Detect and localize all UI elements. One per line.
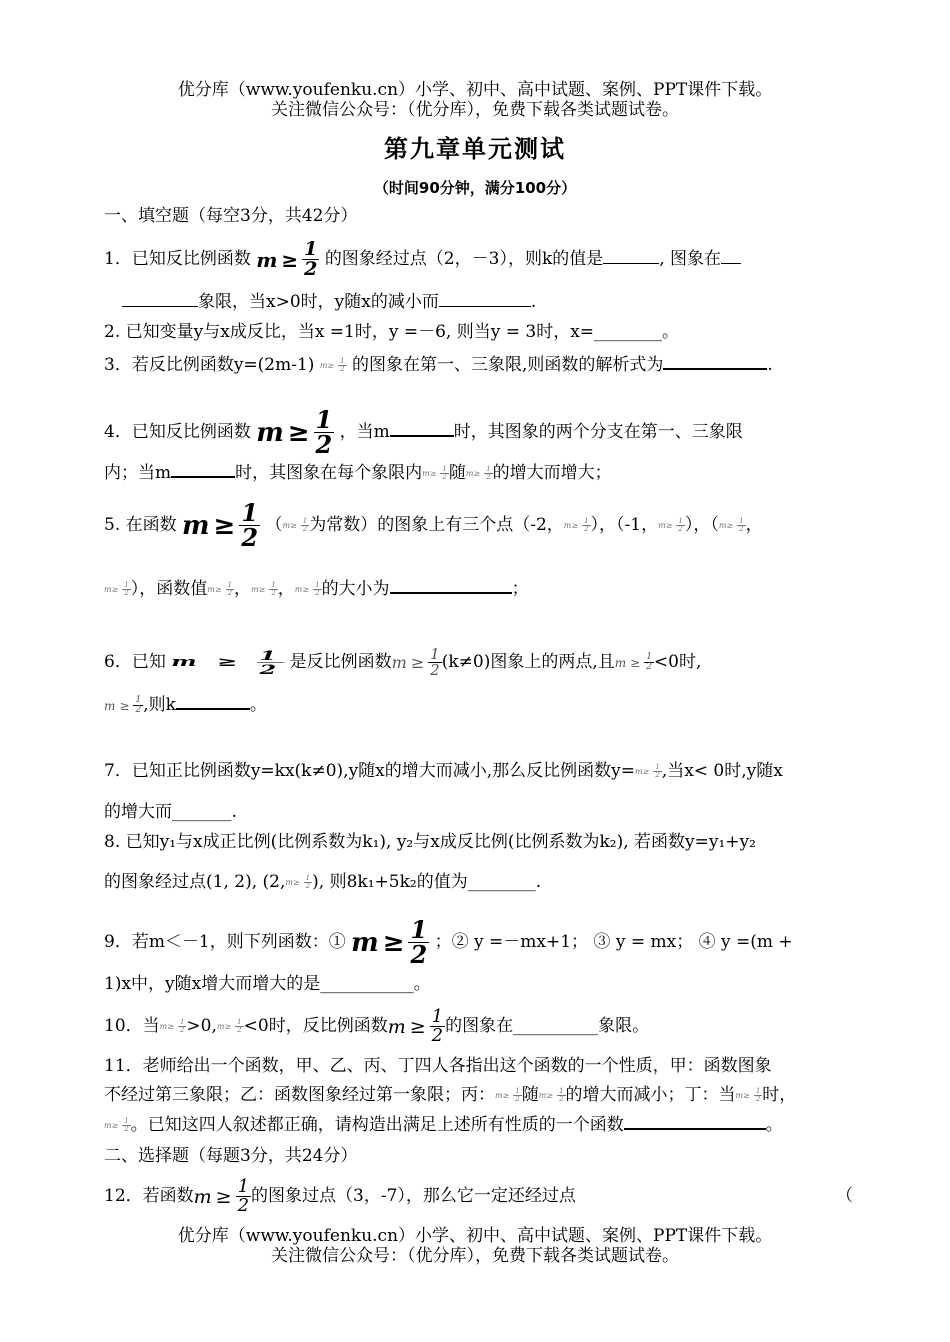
formula-image: m ≥ $\frac{1}{2}$ [182,498,259,552]
answer-blank[interactable] [390,419,454,437]
formula-image: m≥ $\frac{1}{2}$ [159,1018,185,1034]
answer-paren: （ [836,1186,853,1206]
question-3: 3．若反比例函数y=(2m-1) m≥ $\frac{1}{2}$ 的图象在第一、三象限,则函数的解析式为 . [0,350,950,381]
formula-image: m≥ $\frac{1}{2}$ [538,1087,564,1103]
footer-line-1: 优分库（www.youfenku.cn）小学、初中、高中试题、案例、PPT课件下载。 [177,1226,773,1246]
answer-blank[interactable] [663,352,767,370]
question-12: 12．若函数 m ≥ $\frac{1}{2}$ 的图象过点（3，-7），那么它一定还经过点 [104,1176,576,1216]
question-1-line-2: 象限，当x>0时，y随x的减小而 . [0,290,950,314]
question-7-line-1: 7．已知正比例函数y=kx(k≠0),y随x的增大而减小,那么反比例函数y= m≥ $\frac{1}{2}$ ,当x< 0时,y随x [0,756,950,787]
formula-image: m ≥ $\frac{1}{2}$ [614,652,652,672]
question-9-line-1: 9．若m＜－1，则下列函数：① m ≥ $\frac{1}{2}$ ；② y =－mx+1； ③ y = mx； ④ y =(m + [104,915,793,969]
formula-image: m≥ $\frac{1}{2}$ [207,581,233,597]
header-line-1: 优分库（www.youfenku.cn）小学、初中、高中试题、案例、PPT课件下载。 [177,80,773,100]
question-8-line-2: 的图象经过点(1, 2), (2, m≥ $\frac{1}{2}$ ), 则8k₁+5k₂的值为________. [0,868,950,897]
formula-image: m≥ $\frac{1}{2}$ [104,581,129,597]
question-9-line-2: 1)x中，y随x增大而增大的是___________。 [104,974,431,994]
answer-blank[interactable] [390,576,512,594]
formula-image: m≥ $\frac{1}{2}$ [285,874,311,890]
formula-image: m≥ $\frac{1}{2}$ [563,517,589,533]
formula-image: m≥ $\frac{1}{2}$ [251,581,276,597]
question-11-line-3: m≥ $\frac{1}{2}$ 。已知这四人叙述都正确，请构造出满足上述所有性质的一个函数 。 [0,1110,950,1141]
formula-image: m ≥ $\frac{1}{2}$ [104,695,142,715]
formula-image: m≥ $\frac{1}{2}$ [319,357,345,373]
answer-blank[interactable] [439,290,531,307]
formula-image: m ≥ $\frac{1}{2}$ [256,405,333,459]
question-5-line-1: 5. 在函数 m ≥ $\frac{1}{2}$ （ m≥ $\frac{1}{2}$ 为常数）的图象上有三个点（-2， m≥ $\frac{1}{2}$ ），（-1， m≥ $\frac{1}{2}$ ），（ m≥ $\frac{1}{2}$ ， [104,498,763,552]
question-2: 2. 已知变量y与x成反比，当x =1时，y =－6, 则当y = 3时，x=________。 [104,322,680,342]
formula-image: m ≥ $\frac{1}{2}$ [351,915,428,969]
formula-image: m≥ $\frac{1}{2}$ [294,581,320,597]
page-title: 第九章单元测试 [384,135,566,163]
formula-image: m≥ $\frac{1}{2}$ [635,763,660,779]
question-5-line-2: m≥ $\frac{1}{2}$ ），函数值 m≥ $\frac{1}{2}$ ， m≥ $\frac{1}{2}$ ， m≥ $\frac{1}{2}$ 的大小为 ； [0,574,950,605]
formula-image: m ≥ $\frac{1}{2}$ [256,238,318,280]
question-4-line-2: 内；当m 时，其图象在每个象限内 m≥ $\frac{1}{2}$ 随 m≥ $\frac{1}{2}$ 的增大而增大； [0,460,950,486]
question-1-line-1: 1．已知反比例函数 m ≥ $\frac{1}{2}$ 的图象经过点（2，－3），则k的值是 , 图象在 [0,240,950,279]
question-6-line-1: 6．已知 m ≥ $\frac{1}{2}$ 是反比例函数 m ≥ $\frac{1}{2}$ (k≠0)图象上的两点,且 m ≥ $\frac{1}{2}$ <0时, [0,638,950,687]
question-10: 10．当 m≥ $\frac{1}{2}$ >0, m≥ $\frac{1}{2}$ <0时，反比例函数 m ≥ $\frac{1}{2}$ 的图象在__________象限。 [104,1006,650,1046]
formula-image: m≥ $\frac{1}{2}$ [718,517,744,533]
answer-blank[interactable] [122,290,198,307]
formula-image: m≥ $\frac{1}{2}$ [465,465,491,481]
formula-image: m≥ $\frac{1}{2}$ [735,1087,761,1103]
answer-blank[interactable] [721,247,741,264]
formula-image: m≥ $\frac{1}{2}$ [495,1087,520,1103]
answer-blank[interactable] [624,1112,766,1130]
formula-image: m ≥ $\frac{1}{2}$ [391,645,440,679]
formula-image: m ≥ $\frac{1}{2}$ [193,1176,250,1216]
section-multiple-choice: 二、选择题（每题3分，共24分） [104,1146,358,1166]
formula-image: m ≥ $\frac{1}{2}$ [387,1006,444,1046]
answer-blank[interactable] [176,692,250,710]
question-8-line-1: 8. 已知y₁与x成正比例(比例系数为k₁), y₂与x成反比例(比例系数为k₂), 若函数y=y₁+y₂ [104,832,756,852]
formula-image: m≥ $\frac{1}{2}$ [282,517,308,533]
answer-blank[interactable] [603,247,659,264]
footer-line-2: 关注微信公众号：（优分库），免费下载各类试题试卷。 [271,1246,679,1266]
formula-image: m≥ $\frac{1}{2}$ [216,1018,242,1034]
question-11-line-2: 不经过第三象限；乙：函数图象经过第一象限；丙： m≥ $\frac{1}{2}$ 随 m≥ $\frac{1}{2}$ 的增大而减小；丁：当 m≥ $\frac{1}{2}$ 时， [0,1080,950,1111]
formula-image: m≥ $\frac{1}{2}$ [104,1117,129,1133]
formula-image: m≥ $\frac{1}{2}$ [422,465,447,481]
question-6-line-2: m ≥ $\frac{1}{2}$ ,则k 。 [0,690,950,721]
formula-image-distorted: m ≥ $\frac{1}{2}$ [171,647,283,678]
section-fill-in: 一、填空题（每空3分，共42分） [104,206,358,226]
question-4-line-1: 4．已知反比例函数 m ≥ $\frac{1}{2}$ ，当m 时，其图象的两个分支在第一、三象限 [104,405,743,459]
question-7-line-2: 的增大而_______. [104,802,237,822]
page-subtitle: （时间90分钟，满分100分） [373,179,577,197]
formula-image: m≥ $\frac{1}{2}$ [658,517,683,533]
header-line-2: 关注微信公众号：（优分库），免费下载各类试题试卷。 [271,100,679,120]
question-11-line-1: 11．老师给出一个函数，甲、乙、丙、丁四人各指出这个函数的一个性质，甲：函数图象 [104,1056,772,1076]
answer-blank[interactable] [171,460,235,478]
